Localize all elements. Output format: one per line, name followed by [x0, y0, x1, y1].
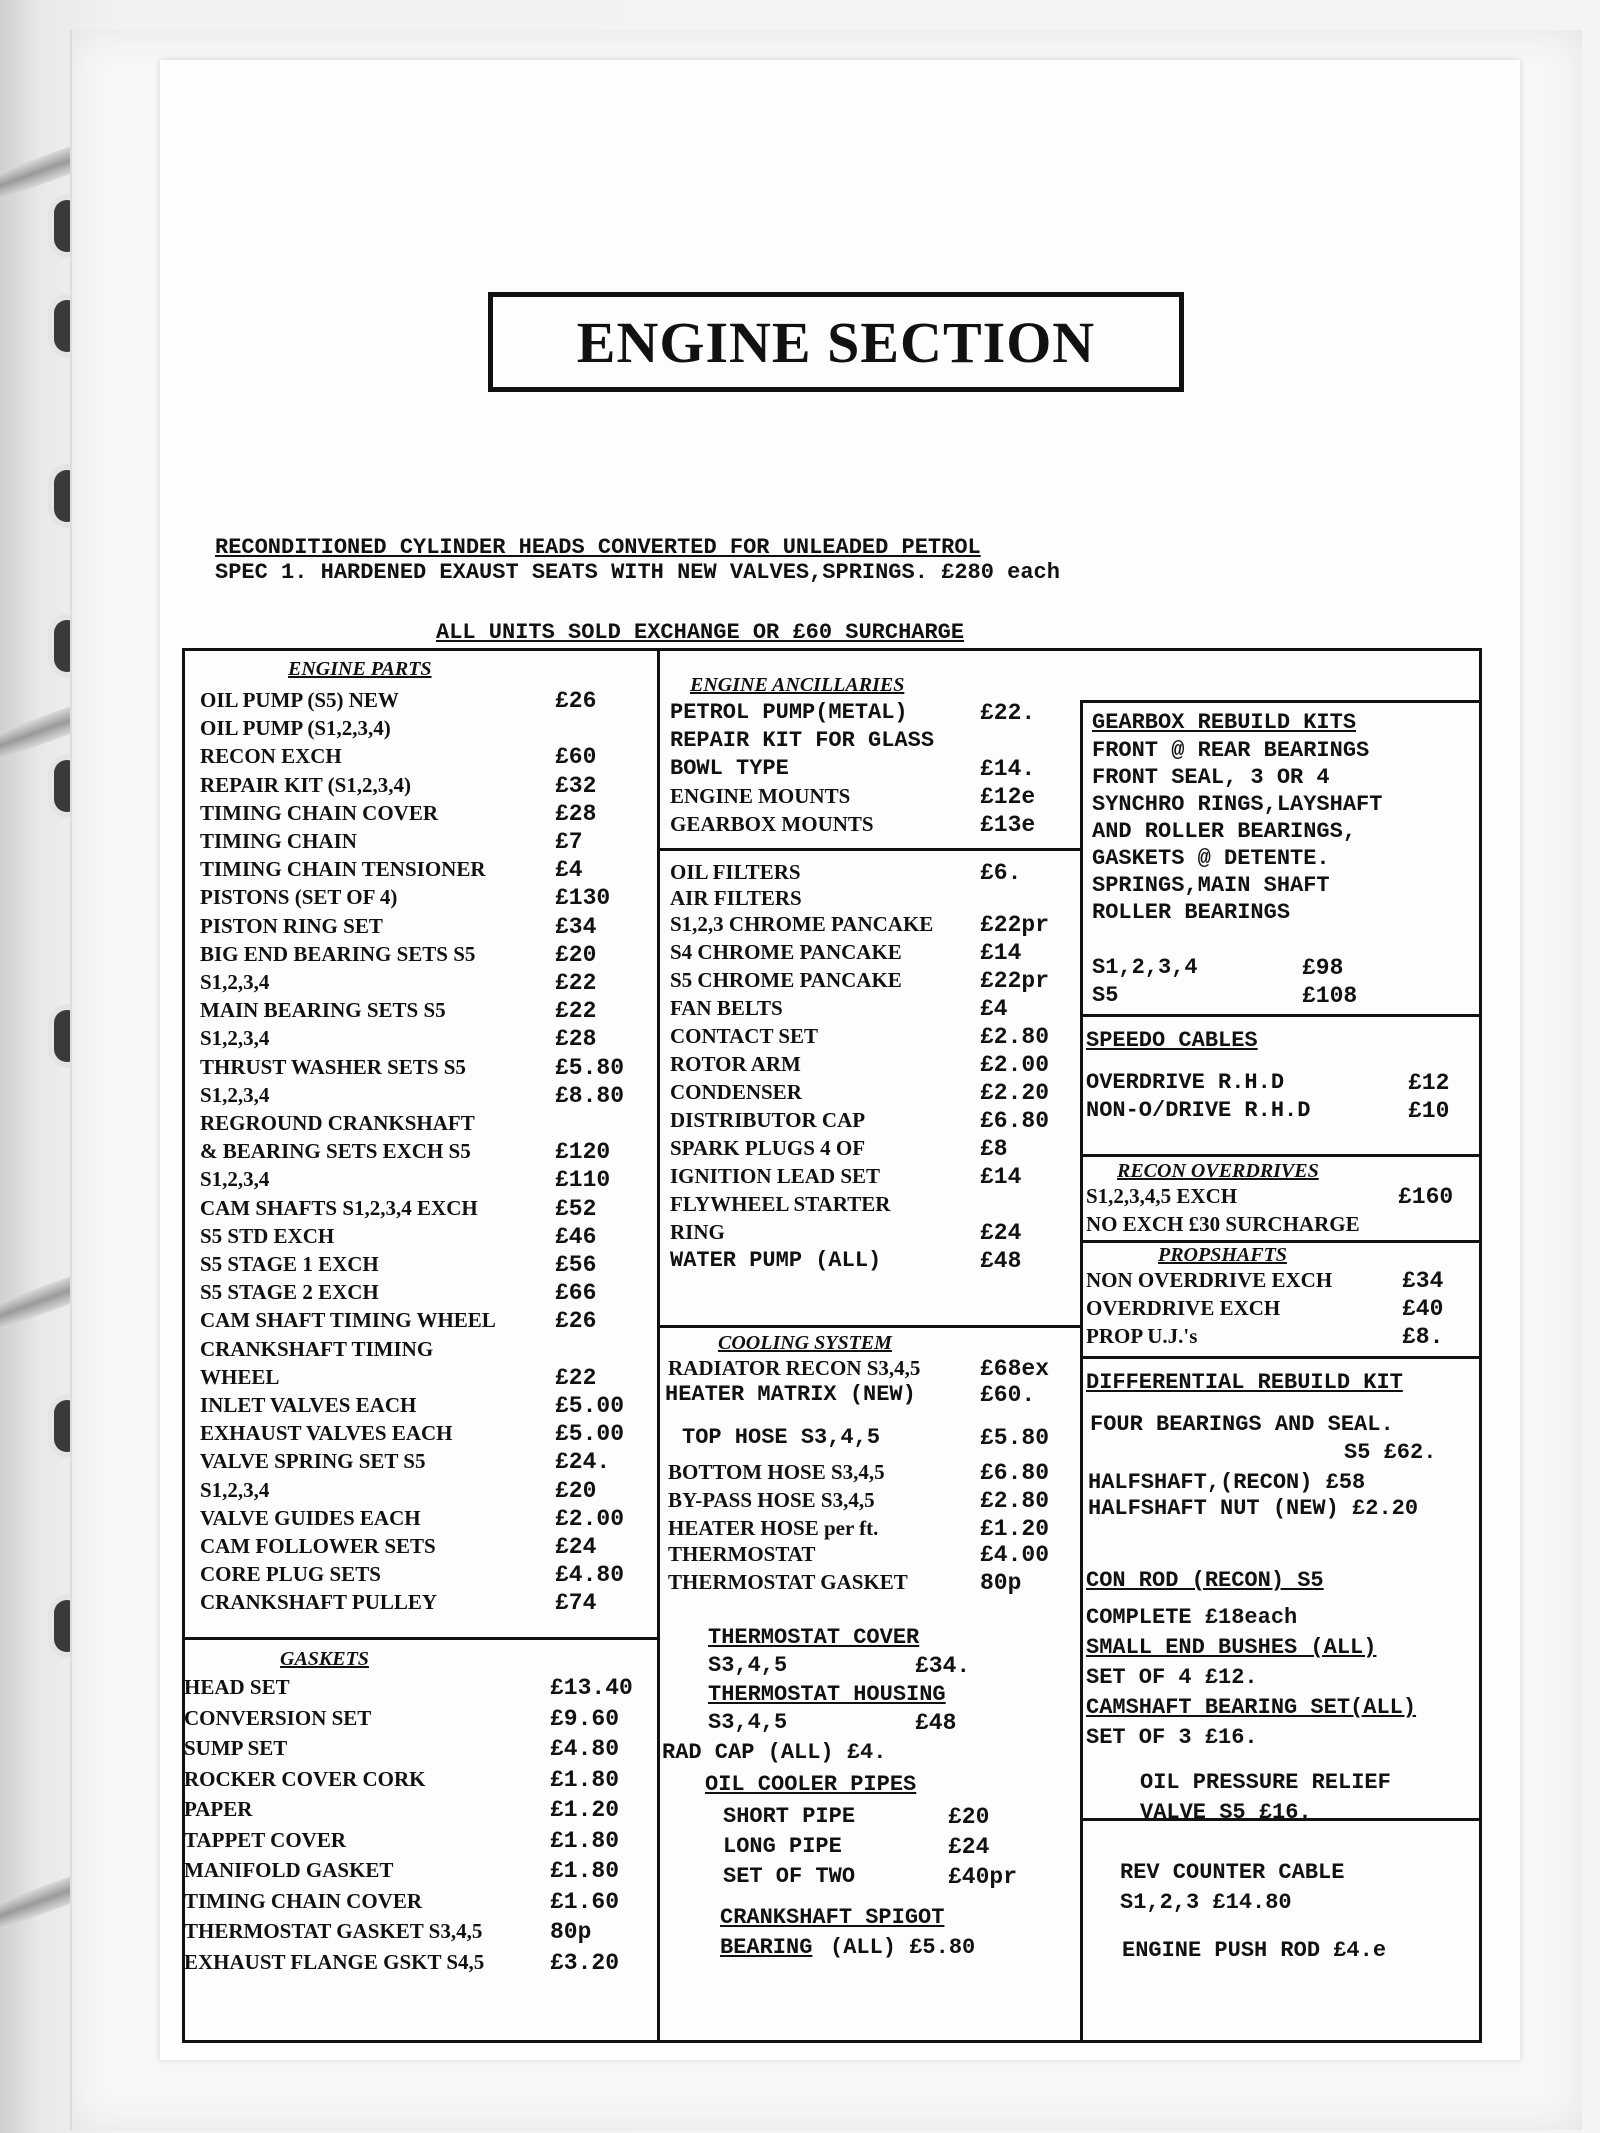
list-item-label: EXHAUST FLANGE GSKT S4,5 [184, 1949, 485, 1974]
section-title-cooling-system: COOLING SYSTEM [718, 1332, 892, 1354]
list-item-label: WHEEL [200, 1364, 280, 1389]
list-item-price: £1.20 [550, 1797, 620, 1823]
rad-cap: RAD CAP (ALL) £4. [662, 1740, 887, 1765]
list-item-label: PISTONS (SET OF 4) [200, 885, 398, 910]
list-item-label: SPARK PLUGS 4 OF [670, 1136, 866, 1160]
list-item-price: £120 [555, 1139, 611, 1166]
list-item-label: CONTACT SET [670, 1024, 819, 1048]
section-divider [657, 1325, 1083, 1328]
list-item-price: £28 [555, 800, 597, 827]
list-item-label: TIMING CHAIN COVER [184, 1888, 423, 1913]
list-item-label: ROCKER COVER CORK [184, 1766, 426, 1791]
gearbox-rebuild-line: SPRINGS,MAIN SHAFT [1092, 873, 1330, 898]
list-item-price: £2.00 [555, 1505, 625, 1532]
list-item-price: £46 [555, 1223, 597, 1250]
gearbox-rebuild-line: AND ROLLER BEARINGS, [1092, 819, 1357, 844]
section-divider [1080, 1014, 1482, 1017]
rev-counter-line-3: ENGINE PUSH ROD £4.e [1122, 1938, 1387, 1963]
list-item-price: £8. [1402, 1324, 1444, 1350]
list-item-label: THERMOSTAT GASKET [668, 1570, 908, 1594]
section-divider [657, 848, 1083, 851]
list-item-label: VALVE SPRING SET S5 [200, 1449, 426, 1474]
con-rod-line-2: SET OF 4 £12. [1086, 1665, 1258, 1690]
list-item-label: PISTON RING SET [200, 913, 383, 938]
list-item-price: £68ex [980, 1356, 1050, 1382]
list-item-label: CORE PLUG SETS [200, 1562, 381, 1587]
list-item-label: OIL FILTERS [670, 860, 801, 884]
list-item-label: NON-O/DRIVE R.H.D [1086, 1098, 1311, 1123]
section-divider [1080, 1154, 1482, 1157]
list-item-price: £24 [980, 1220, 1022, 1246]
list-item-price: £34 [1402, 1268, 1444, 1294]
section-title-gaskets: GASKETS [280, 1648, 369, 1670]
list-item-label: OVERDRIVE R.H.D [1086, 1070, 1285, 1095]
section-title-propshafts: PROPSHAFTS [1158, 1244, 1287, 1266]
list-item-label: S1,2,3,4 [200, 970, 270, 994]
list-item-price: £22 [555, 970, 597, 996]
list-item-label: S4 CHROME PANCAKE [670, 940, 902, 964]
list-item-price: £6.80 [980, 1108, 1050, 1134]
list-item-price: £52 [555, 1195, 597, 1222]
list-item-label: ENGINE MOUNTS [670, 784, 851, 808]
list-item-price: £130 [555, 885, 611, 912]
list-item-price: £14 [980, 940, 1022, 966]
list-item-price: £5.80 [980, 1425, 1050, 1451]
list-item-price: £5.80 [555, 1054, 625, 1081]
list-item-label: CAM SHAFTS S1,2,3,4 EXCH [200, 1195, 478, 1220]
list-item-price: £56 [555, 1252, 597, 1278]
section-title-engine-ancillaries: ENGINE ANCILLARIES [690, 674, 905, 696]
list-item-price: £1.80 [550, 1858, 620, 1884]
con-rod-line-3: SET OF 3 £16. [1086, 1725, 1258, 1750]
list-item-label: THRUST WASHER SETS S5 [200, 1054, 466, 1079]
oil-cooler-title: OIL COOLER PIPES [705, 1772, 917, 1797]
oil-pressure-line-1: OIL PRESSURE RELIEF [1140, 1770, 1391, 1795]
rev-counter-line-1: REV COUNTER CABLE [1120, 1860, 1345, 1885]
list-item-label: CAM SHAFT TIMING WHEEL [200, 1308, 496, 1333]
list-item-label: MANIFOLD GASKET [184, 1858, 394, 1882]
list-item-label: OIL PUMP (S1,2,3,4) [200, 716, 391, 741]
gearbox-rebuild-line: ROLLER BEARINGS [1092, 900, 1291, 925]
list-item-label: TOP HOSE S3,4,5 [682, 1425, 881, 1450]
list-item-price: £2.80 [980, 1024, 1050, 1050]
list-item-price: £1.80 [550, 1827, 620, 1854]
list-item-price: £12 [1408, 1070, 1450, 1096]
list-item-label: SHORT PIPE [723, 1804, 856, 1829]
list-item-label: S1,2,3 CHROME PANCAKE [670, 912, 934, 936]
list-item-price: 80p [980, 1570, 1022, 1596]
list-item-price: £13e [980, 812, 1036, 838]
list-item-price: £12e [980, 784, 1036, 810]
list-item-label: AIR FILTERS [670, 886, 802, 910]
intro-line-3: ALL UNITS SOLD EXCHANGE OR £60 SURCHARGE [436, 620, 965, 645]
list-item-price: £24 [948, 1834, 990, 1860]
list-item-label: FLYWHEEL STARTER [670, 1192, 891, 1216]
list-item-price: £40pr [948, 1864, 1018, 1890]
list-item-price: £26 [555, 1308, 597, 1335]
list-item-price: £60 [555, 744, 597, 771]
list-item-price: £26 [555, 688, 597, 714]
list-item-price: £60. [980, 1382, 1036, 1408]
list-item-price: £6.80 [980, 1460, 1050, 1486]
list-item-label: VALVE GUIDES EACH [200, 1505, 421, 1530]
list-item-price: £8 [980, 1136, 1008, 1162]
thermostat-housing-title: THERMOSTAT HOUSING [708, 1682, 946, 1707]
differential-line-1: FOUR BEARINGS AND SEAL. [1090, 1412, 1394, 1437]
list-item-label: PETROL PUMP(METAL) [670, 700, 908, 725]
list-item-price: £22. [980, 700, 1036, 726]
list-item-label: REPAIR KIT (S1,2,3,4) [200, 772, 411, 797]
oil-pressure-line-2: VALVE S5 £16. [1140, 1800, 1312, 1825]
section-title-engine-parts: ENGINE PARTS [288, 658, 432, 680]
camshaft-bearing-title: CAMSHAFT BEARING SET(ALL) [1086, 1695, 1417, 1720]
list-item-price: £2.80 [980, 1488, 1050, 1514]
section-title-recon-overdrives: RECON OVERDRIVES [1117, 1160, 1319, 1182]
gearbox-rebuild-line: GASKETS @ DETENTE. [1092, 846, 1330, 871]
list-item-price: £22 [555, 1364, 597, 1391]
list-item-label: HEATER MATRIX (NEW) [665, 1382, 916, 1407]
thermostat-cover-title: THERMOSTAT COVER [708, 1625, 920, 1650]
list-item-price: £28 [555, 1026, 597, 1053]
list-item-label: NON OVERDRIVE EXCH [1086, 1268, 1333, 1292]
differential-title: DIFFERENTIAL REBUILD KIT [1086, 1370, 1403, 1395]
list-item-label: S1,2,3,4 [1092, 955, 1198, 980]
list-item-label: OVERDRIVE EXCH [1086, 1296, 1281, 1320]
list-item-label: S5 STAGE 1 EXCH [200, 1252, 379, 1276]
list-item-label: THERMOSTAT GASKET S3,4,5 [184, 1919, 483, 1943]
list-item-price: £4.00 [980, 1542, 1050, 1568]
list-item-label: S5 STAGE 2 EXCH [200, 1280, 379, 1305]
thermostat-housing-price: £48 [915, 1710, 957, 1736]
list-item-label: REGROUND CRANKSHAFT [200, 1111, 475, 1135]
list-item-label: PAPER [184, 1797, 253, 1821]
intro-line-1: RECONDITIONED CYLINDER HEADS CONVERTED FOR UNLEADED PETROL [215, 535, 981, 560]
list-item-price: £98 [1302, 955, 1344, 981]
list-item-label: CAM FOLLOWER SETS [200, 1534, 436, 1558]
list-item-price: £160 [1398, 1184, 1454, 1210]
list-item-label: S1,2,3,4 [200, 1082, 270, 1107]
list-item-price: £20 [555, 1477, 597, 1504]
list-item-price: 80p [550, 1919, 592, 1945]
list-item-price: £22pr [980, 968, 1050, 994]
list-item-price: £13.40 [550, 1675, 633, 1701]
section-divider [182, 1637, 660, 1640]
column-divider [657, 648, 660, 2043]
list-item-label: HEATER HOSE per ft. [668, 1516, 879, 1540]
list-item-label: TIMING CHAIN TENSIONER [200, 857, 486, 882]
list-item-price: £6. [980, 860, 1022, 886]
list-item-price: £20 [948, 1804, 990, 1830]
list-item-price: £110 [555, 1167, 611, 1194]
list-item-price: £108 [1302, 983, 1358, 1009]
list-item-label: S1,2,3,4 [200, 1026, 270, 1051]
thermostat-cover-item: S3,4,5 [708, 1653, 788, 1678]
spigot-line-2: BEARING [720, 1935, 813, 1960]
section-divider [1080, 700, 1482, 703]
list-item-label: S1,2,3,4 [200, 1477, 270, 1502]
list-item-price: £22pr [980, 912, 1050, 938]
list-item-price: £10 [1408, 1098, 1450, 1124]
list-item-label: CRANKSHAFT PULLEY [200, 1590, 438, 1615]
list-item-label: TIMING CHAIN [200, 829, 357, 853]
list-item-label: THERMOSTAT [668, 1542, 816, 1566]
list-item-price: £14. [980, 756, 1036, 782]
list-item-label: ROTOR ARM [670, 1052, 801, 1076]
list-item-label: HEAD SET [184, 1675, 290, 1699]
list-item-price: £1.20 [980, 1516, 1050, 1542]
section-divider [1080, 1356, 1482, 1359]
list-item-price: £4 [555, 857, 583, 884]
list-item-label: S5 CHROME PANCAKE [670, 968, 902, 992]
list-item-label: S1,2,3,4,5 EXCH [1086, 1184, 1238, 1208]
small-end-bushes-title: SMALL END BUSHES (ALL) [1086, 1635, 1377, 1660]
list-item-price: £5.00 [555, 1393, 625, 1419]
list-item-label: OIL PUMP (S5) NEW [200, 688, 399, 712]
list-item-price: £8.80 [555, 1082, 625, 1109]
list-item-label: RING [670, 1220, 725, 1244]
list-item-price: £24 [555, 1534, 597, 1560]
list-item-label: BY-PASS HOSE S3,4,5 [668, 1488, 875, 1512]
con-rod-title: CON ROD (RECON) S5 [1086, 1568, 1324, 1593]
list-item-price: £20 [555, 941, 597, 968]
page-title: ENGINE SECTION [576, 309, 1096, 375]
list-item-label: SUMP SET [184, 1736, 288, 1760]
list-item-price: £3.20 [550, 1949, 620, 1976]
list-item-price: £4 [980, 996, 1008, 1022]
list-item-label: REPAIR KIT FOR GLASS [670, 728, 935, 753]
list-item-label: RECON EXCH [200, 744, 342, 769]
list-item-label: CONVERSION SET [184, 1705, 372, 1730]
rev-counter-line-2: S1,2,3 £14.80 [1120, 1890, 1292, 1915]
list-item-label: RADIATOR RECON S3,4,5 [668, 1356, 921, 1380]
list-item-label: BIG END BEARING SETS S5 [200, 941, 476, 966]
spigot-line-2-price: (ALL) £5.80 [830, 1935, 976, 1960]
thermostat-cover-price: £34. [915, 1653, 971, 1679]
list-item-label: PROP U.J.'s [1086, 1324, 1198, 1348]
list-item-price: £24. [555, 1449, 611, 1476]
section-divider [1080, 1240, 1482, 1243]
list-item-label: BOTTOM HOSE S3,4,5 [668, 1460, 885, 1484]
intro-line-2: SPEC 1. HARDENED EXAUST SEATS WITH NEW VALVES,SPRINGS. £280 each [215, 560, 1060, 585]
differential-line-2: S5 £62. [1344, 1440, 1437, 1465]
list-item-price: £40 [1402, 1296, 1444, 1322]
list-item-label: SET OF TWO [723, 1864, 856, 1889]
list-item-price: £9.60 [550, 1705, 620, 1732]
list-item-label: BOWL TYPE [670, 756, 789, 781]
title-box [488, 292, 1184, 392]
gearbox-rebuild-line: FRONT SEAL, 3 OR 4 [1092, 765, 1330, 790]
list-item-label: CONDENSER [670, 1080, 802, 1104]
price-list-page [160, 60, 1520, 2060]
list-item-label: S1,2,3,4 [200, 1167, 270, 1192]
gearbox-rebuild-line: FRONT @ REAR BEARINGS [1092, 738, 1370, 763]
list-item-price: £1.60 [550, 1888, 620, 1915]
list-item-price: £66 [555, 1280, 597, 1307]
list-item-price: £14 [980, 1164, 1022, 1190]
list-item-label: S5 STD EXCH [200, 1223, 335, 1248]
list-item-label: TAPPET COVER [184, 1827, 346, 1852]
con-rod-line-1: COMPLETE £18each [1086, 1605, 1298, 1630]
differential-line-4: HALFSHAFT NUT (NEW) £2.20 [1088, 1496, 1419, 1521]
list-item-label: IGNITION LEAD SET [670, 1164, 881, 1188]
gearbox-rebuild-line: SYNCHRO RINGS,LAYSHAFT [1092, 792, 1383, 817]
list-item-price: £7 [555, 829, 583, 855]
list-item-price: £5.00 [555, 1421, 625, 1448]
spigot-line-1: CRANKSHAFT SPIGOT [720, 1905, 945, 1930]
list-item-label: NO EXCH £30 SURCHARGE [1086, 1212, 1360, 1236]
column-divider [1080, 700, 1083, 2043]
list-item-price: £74 [555, 1590, 597, 1617]
list-item-price: £22 [555, 998, 597, 1025]
list-item-price: £32 [555, 772, 597, 799]
list-item-label: INLET VALVES EACH [200, 1393, 417, 1417]
list-item-price: £4.80 [555, 1562, 625, 1589]
differential-line-3: HALFSHAFT,(RECON) £58 [1088, 1470, 1366, 1495]
list-item-label: FAN BELTS [670, 996, 783, 1020]
gearbox-rebuild-title: GEARBOX REBUILD KITS [1092, 710, 1357, 735]
thermostat-housing-item: S3,4,5 [708, 1710, 788, 1735]
list-item-price: £1.80 [550, 1766, 620, 1793]
list-item-label: EXHAUST VALVES EACH [200, 1421, 453, 1446]
list-item-price: £34 [555, 913, 597, 940]
speedo-cables-title: SPEEDO CABLES [1086, 1028, 1258, 1053]
list-item-price: £48 [980, 1248, 1022, 1274]
list-item-price: £4.80 [550, 1736, 620, 1762]
list-item-label: & BEARING SETS EXCH S5 [200, 1139, 471, 1164]
list-item-label: CRANKSHAFT TIMING [200, 1336, 434, 1361]
list-item-label: S5 [1092, 983, 1119, 1008]
list-item-price: £2.00 [980, 1052, 1050, 1078]
list-item-label: GEARBOX MOUNTS [670, 812, 874, 836]
list-item-label: WATER PUMP (ALL) [670, 1248, 882, 1273]
list-item-label: TIMING CHAIN COVER [200, 800, 439, 825]
list-item-price: £2.20 [980, 1080, 1050, 1106]
list-item-label: LONG PIPE [723, 1834, 842, 1859]
list-item-label: DISTRIBUTOR CAP [670, 1108, 866, 1132]
list-item-label: MAIN BEARING SETS S5 [200, 998, 446, 1023]
